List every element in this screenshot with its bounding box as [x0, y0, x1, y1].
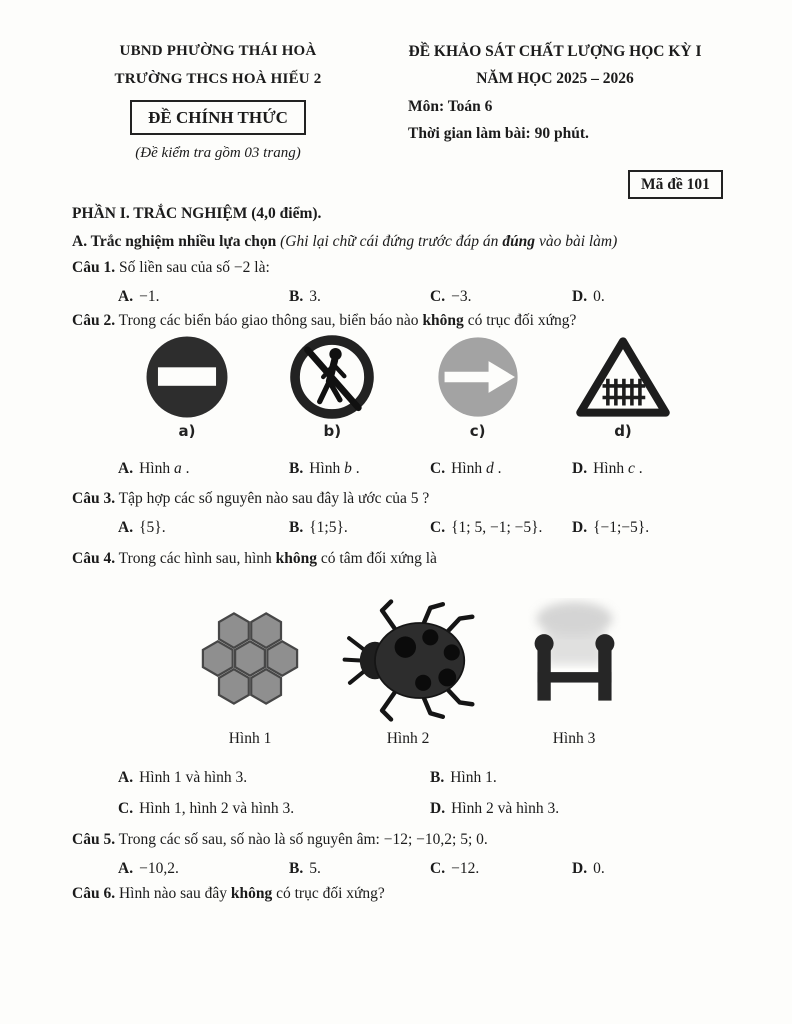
q4-option-b: B. Hình 1. — [430, 769, 497, 786]
figure-1 — [190, 598, 310, 748]
subsection-bold: A. Trắc nghiệm nhiều lựa chọn — [72, 233, 281, 250]
question-1-text: Số liền sau của số −2 là: — [115, 259, 270, 276]
no-entry-sign-icon — [143, 333, 231, 421]
figure-row — [190, 598, 642, 748]
honeycomb-figure-icon — [194, 598, 306, 719]
question-6-number: Câu 6. — [72, 885, 116, 902]
traffic-sign-c — [426, 333, 530, 441]
traffic-sign-row — [135, 333, 675, 441]
q5-option-d: D. 0. — [572, 860, 605, 877]
exam-code-box: Mã đề 101 — [628, 170, 723, 199]
question-4: Câu 4. Trong các hình sau, hình không có tâm đối xứng là — [72, 550, 437, 567]
question-1-number: Câu 1. — [72, 259, 116, 276]
traffic-sign-d — [571, 333, 675, 441]
q1-option-c: C. −3. — [430, 288, 472, 305]
q4-option-a: A. Hình 1 và hình 3. — [118, 769, 248, 786]
official-exam-stamp: ĐỀ CHÍNH THỨC — [130, 100, 306, 135]
exam-duration: Thời gian làm bài: 90 phút. — [408, 125, 589, 143]
q3-option-d: D. {−1;−5}. — [572, 519, 650, 536]
q1-option-b: B. 3. — [289, 288, 321, 305]
question-1-options — [118, 287, 778, 306]
question-3-options — [118, 518, 778, 537]
q5-option-c: C. −12. — [430, 860, 480, 877]
figure-3 — [506, 598, 642, 748]
header-left — [78, 42, 358, 163]
question-2-number: Câu 2. — [72, 312, 116, 329]
q4-option-c: C. Hình 1, hình 2 và hình 3. — [118, 800, 295, 817]
question-5-options — [118, 859, 778, 878]
traffic-sign-b — [280, 333, 384, 441]
exam-title-line2: NĂM HỌC 2025 – 2026 — [476, 70, 634, 88]
one-way-arrow-sign-icon — [434, 333, 522, 421]
figure-3-label: Hình 3 — [552, 729, 596, 747]
question-5 — [72, 830, 488, 849]
q4-option-d: D. Hình 2 và hình 3. — [430, 800, 560, 817]
exam-title-line1: ĐỀ KHẢO SÁT CHẤT LƯỢNG HỌC KỲ I — [408, 43, 702, 60]
q3-option-a: A. {5}. — [118, 519, 166, 536]
figure-2-label: Hình 2 — [386, 729, 430, 747]
question-1 — [72, 258, 270, 277]
no-pedestrians-sign-icon — [288, 333, 376, 421]
q5-option-b: B. 5. — [289, 860, 321, 877]
org-name-line1: UBND PHƯỜNG THÁI HOÀ — [119, 43, 317, 59]
question-5-text: Trong các số sau, số nào là số nguyên âm: −12; −10,2; 5; 0. — [115, 831, 488, 848]
part1-title: PHẦN I. TRẮC NGHIỆM (4,0 điểm). — [72, 205, 322, 222]
question-4-number: Câu 4. — [72, 550, 116, 567]
subsection-italic-2: vào bài làm) — [535, 233, 618, 250]
question-4-options-row2 — [118, 799, 778, 818]
question-2-text: Trong các biển báo giao thông sau, biển báo nào — [115, 312, 423, 329]
question-5-number: Câu 5. — [72, 831, 116, 848]
question-2-options — [118, 459, 778, 478]
question-3 — [72, 489, 429, 508]
question-6-text: Hình nào sau đây — [115, 885, 231, 902]
header-right — [366, 42, 744, 144]
question-4-options-row1 — [118, 768, 778, 787]
sign-label-c: c) — [469, 422, 486, 441]
q3-option-b: B. {1;5}. — [289, 519, 348, 536]
ladybug-figure-icon — [341, 598, 475, 723]
figure-1-label: Hình 1 — [228, 729, 272, 747]
q2-option-c: C. Hình d . — [430, 460, 502, 477]
question-2: Câu 2. Trong các biển báo giao thông sau, biển báo nào không có trục đối xứng? — [72, 312, 577, 329]
q1-option-a: A. −1. — [118, 288, 160, 305]
q5-option-a: A. −10,2. — [118, 860, 179, 877]
question-4-text: Trong các hình sau, hình — [115, 550, 276, 567]
figure-2 — [333, 598, 483, 748]
level-crossing-fence-sign-icon — [574, 333, 672, 421]
q2-option-b: B. Hình b . — [289, 460, 360, 477]
sign-label-b: b) — [323, 422, 342, 441]
org-name-line2: TRƯỜNG THCS HOÀ HIẾU 2 — [114, 70, 322, 87]
part1-subsection — [72, 232, 617, 251]
armchair-figure-icon — [508, 598, 641, 712]
question-3-number: Câu 3. — [72, 490, 116, 507]
traffic-sign-a — [135, 333, 239, 441]
exam-subject: Môn: Toán 6 — [408, 97, 493, 115]
subsection-italic-bold: đúng — [502, 233, 536, 250]
subsection-italic-1: (Ghi lại chữ cái đứng trước đáp án — [280, 233, 503, 250]
q1-option-d: D. 0. — [572, 288, 605, 305]
sign-label-d: d) — [614, 422, 632, 441]
q3-option-c: C. {1; 5, −1; −5}. — [430, 519, 543, 536]
pages-note: (Đề kiểm tra gồm 03 trang) — [135, 144, 301, 161]
sign-label-a: a) — [178, 422, 196, 441]
question-6: Câu 6. Hình nào sau đây không có trục đối xứng? — [72, 885, 385, 902]
q2-option-a: A. Hình a . — [118, 460, 190, 477]
question-3-text: Tập hợp các số nguyên nào sau đây là ước của 5 ? — [115, 490, 430, 507]
q2-option-d: D. Hình c . — [572, 460, 643, 477]
